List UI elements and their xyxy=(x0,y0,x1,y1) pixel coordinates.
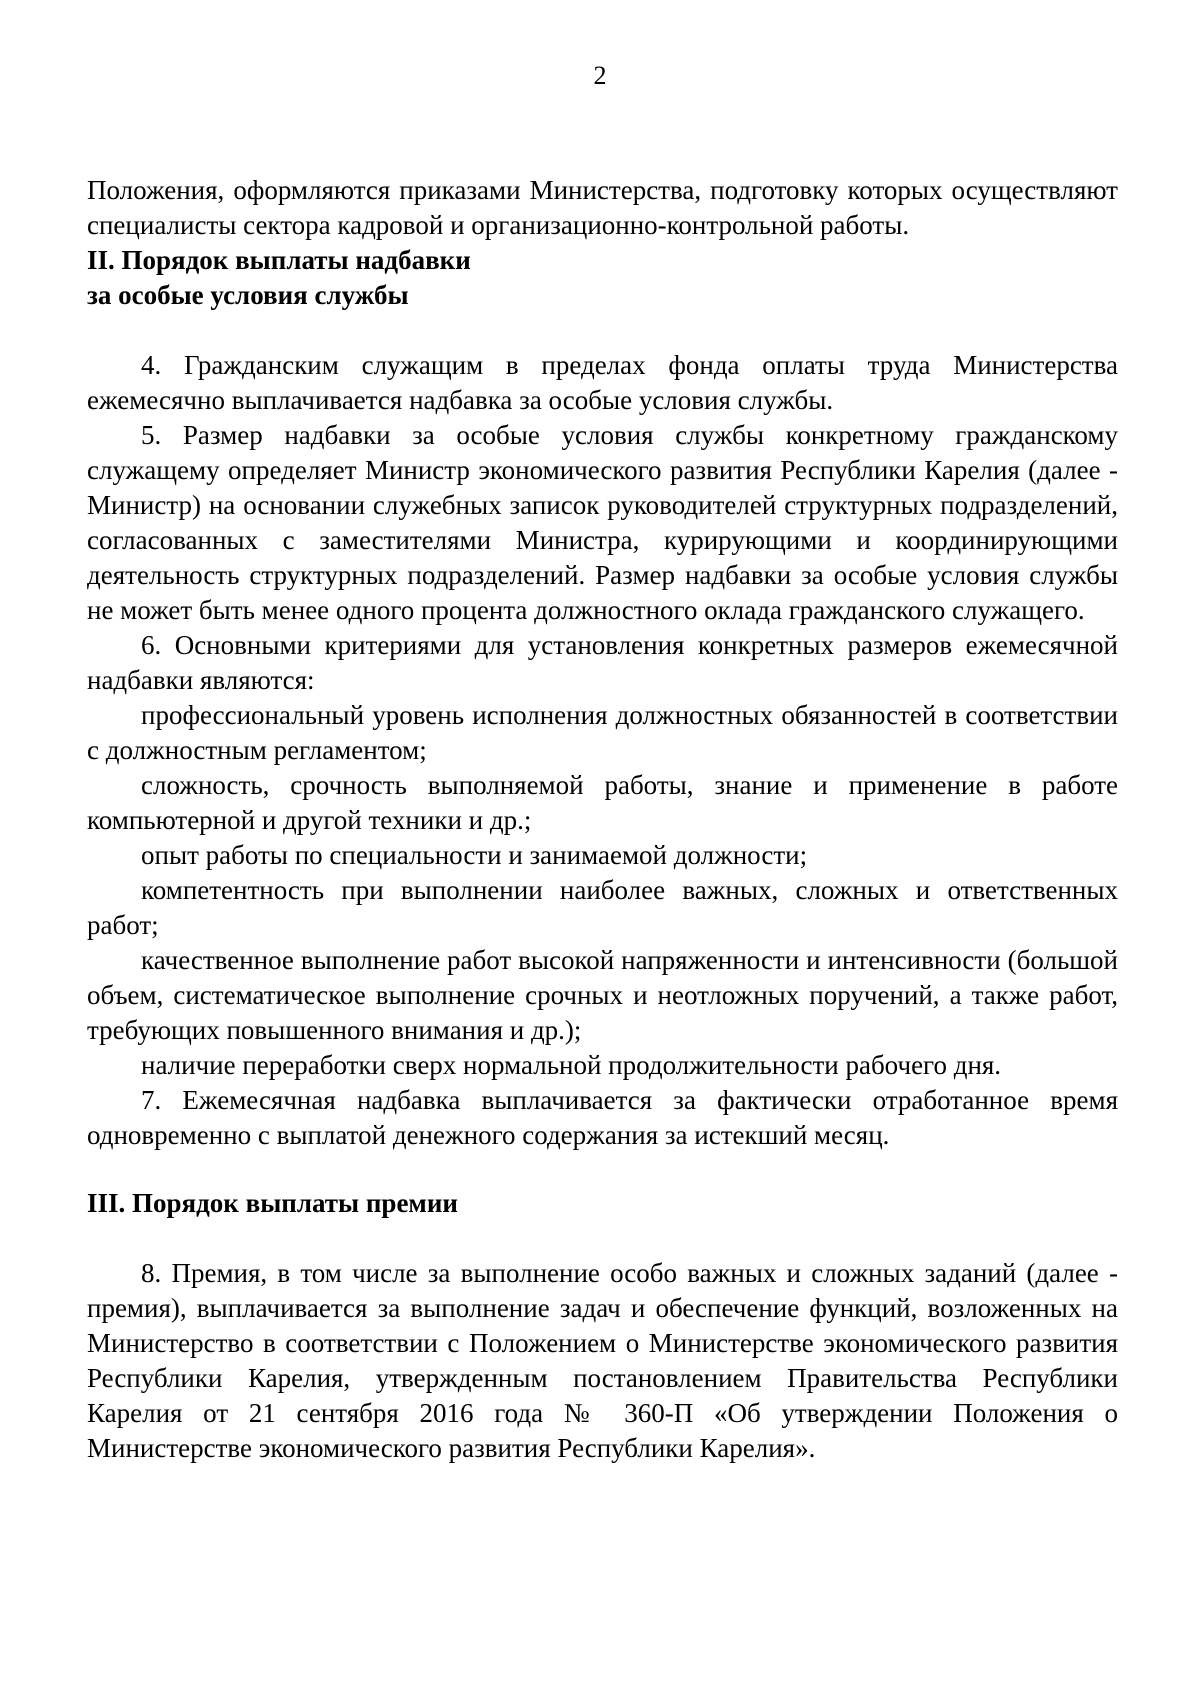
paragraph-8: 8. Премия, в том числе за выполнение особо важных и сложных заданий (далее - премия), выплачивается за выполнение задач и обеспечение функций, возложенных на Министерство в соответствии с Положением о Министерстве экономического развития Республики Карелия, утвержденным постановлением Правительства Республики Карелия от 21 сентября 2016 года № 360-П «Об утверждении Положения о Министерстве экономического развития Республики Карелия». xyxy=(87,1258,1118,1463)
criterion-item: компетентность при выполнении наиболее важных, сложных и ответственных работ; xyxy=(87,875,1118,940)
spacer xyxy=(87,1221,1118,1256)
page-number: 2 xyxy=(593,61,607,90)
section-3-title: III. Порядок выплаты премии xyxy=(87,1188,458,1218)
paragraph-7: 7. Ежемесячная надбавка выплачивается за фактически отработанное время одновременно с выплатой денежного содержания за истекший месяц. xyxy=(87,1085,1118,1150)
criterion-item: опыт работы по специальности и занимаемой должности; xyxy=(141,840,808,870)
spacer xyxy=(87,1153,1118,1186)
paragraph-4: 4. Гражданским служащим в пределах фонда оплаты труда Министерства ежемесячно выплачивается надбавка за особые условия службы. xyxy=(87,350,1118,415)
paragraph-6: 6. Основными критериями для установления конкретных размеров ежемесячной надбавки являются: xyxy=(87,630,1118,695)
spacer xyxy=(87,313,1118,348)
document-body xyxy=(87,173,1118,1466)
criterion-item: качественное выполнение работ высокой напряженности и интенсивности (большой объем, систематическое выполнение срочных и неотложных поручений, а также работ, требующих повышенного внимания и др.); xyxy=(87,945,1118,1045)
criterion-item: сложность, срочность выполняемой работы, знание и применение в работе компьютерной и другой техники и др.; xyxy=(87,770,1118,835)
criterion-item: наличие переработки сверх нормальной продолжительности рабочего дня. xyxy=(141,1050,1002,1080)
paragraph-5: 5. Размер надбавки за особые условия службы конкретному гражданскому служащему определяет Министр экономического развития Республики Карелия (далее - Министр) на основании служебных записок руководителей структурных подразделений, согласованных с заместителями Министра, курирующими и координирующими деятельность структурных подразделений. Размер надбавки за особые условия службы не может быть менее одного процента должностного оклада гражданского служащего. xyxy=(87,420,1118,625)
section-2-title-line-2: за особые условия службы xyxy=(87,280,409,310)
criterion-item: профессиональный уровень исполнения должностных обязанностей в соответствии с должностным регламентом; xyxy=(87,700,1118,765)
section-2-title-line-1: II. Порядок выплаты надбавки xyxy=(87,245,471,275)
intro-paragraph: Положения, оформляются приказами Министерства, подготовку которых осуществляют специалисты сектора кадровой и организационно-контрольной работы. xyxy=(87,175,1118,240)
